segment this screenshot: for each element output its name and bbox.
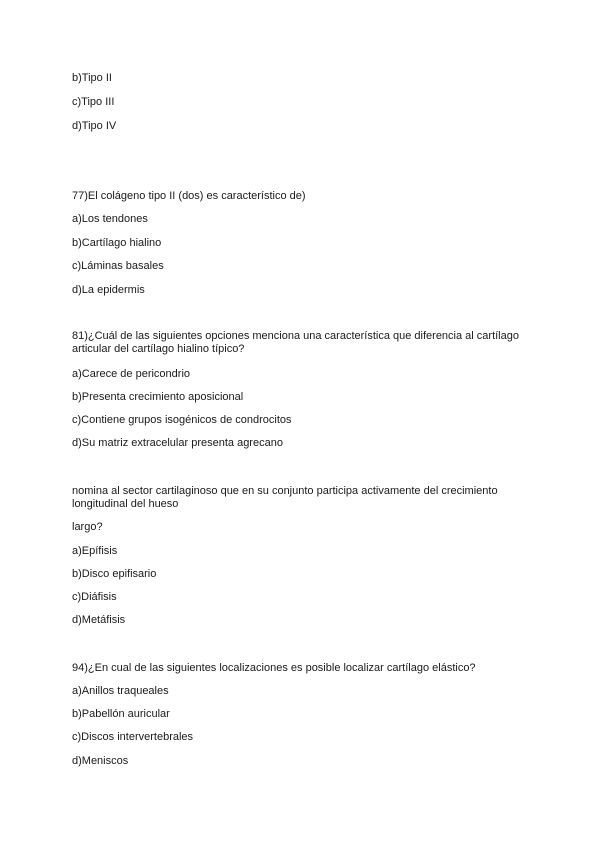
qg-option-c: c)Diáfisis	[72, 591, 117, 603]
q77-option-a: a)Los tendones	[72, 213, 148, 225]
question-growth-cartilage-cont: largo?	[72, 521, 103, 533]
question-growth-cartilage: nomina al sector cartilaginoso que en su conjunto participa activamente del crecimiento longitudinal del hueso	[72, 485, 498, 510]
question-77: 77)El colágeno tipo II (dos) es característico de)	[72, 190, 306, 202]
qg-option-b: b)Disco epifisario	[72, 568, 157, 580]
q81-option-d: d)Su matriz extracelular presenta agrecano	[72, 437, 283, 449]
q94-option-c: c)Discos intervertebrales	[72, 731, 194, 743]
q94-option-d: d)Meniscos	[72, 755, 129, 767]
option-c-tipo-iii: c)Tipo III	[72, 96, 115, 108]
q77-option-c: c)Láminas basales	[72, 260, 164, 272]
q94-option-a: a)Anillos traqueales	[72, 685, 169, 697]
q81-option-c: c)Contiene grupos isogénicos de condrocitos	[72, 414, 292, 426]
question-81: 81)¿Cuál de las siguientes opciones menciona una característica que diferencia al cartílago articular del cartílago hialino típico?	[72, 330, 519, 355]
q81-option-a: a)Carece de pericondrio	[72, 368, 191, 380]
qg-option-a: a)Epífisis	[72, 545, 118, 557]
qg-option-d: d)Metáfisis	[72, 614, 126, 626]
option-d-tipo-iv: d)Tipo IV	[72, 120, 117, 132]
question-94: 94)¿En cual de las siguientes localizaciones es posible localizar cartílago elástico?	[72, 662, 476, 674]
q77-option-b: b)Cartílago hialino	[72, 237, 162, 249]
q81-option-b: b)Presenta crecimiento aposicional	[72, 391, 244, 403]
q77-option-d: d)La epidermis	[72, 284, 145, 296]
q94-option-b: b)Pabellón auricular	[72, 708, 170, 720]
option-b-tipo-ii: b)Tipo II	[72, 72, 112, 84]
